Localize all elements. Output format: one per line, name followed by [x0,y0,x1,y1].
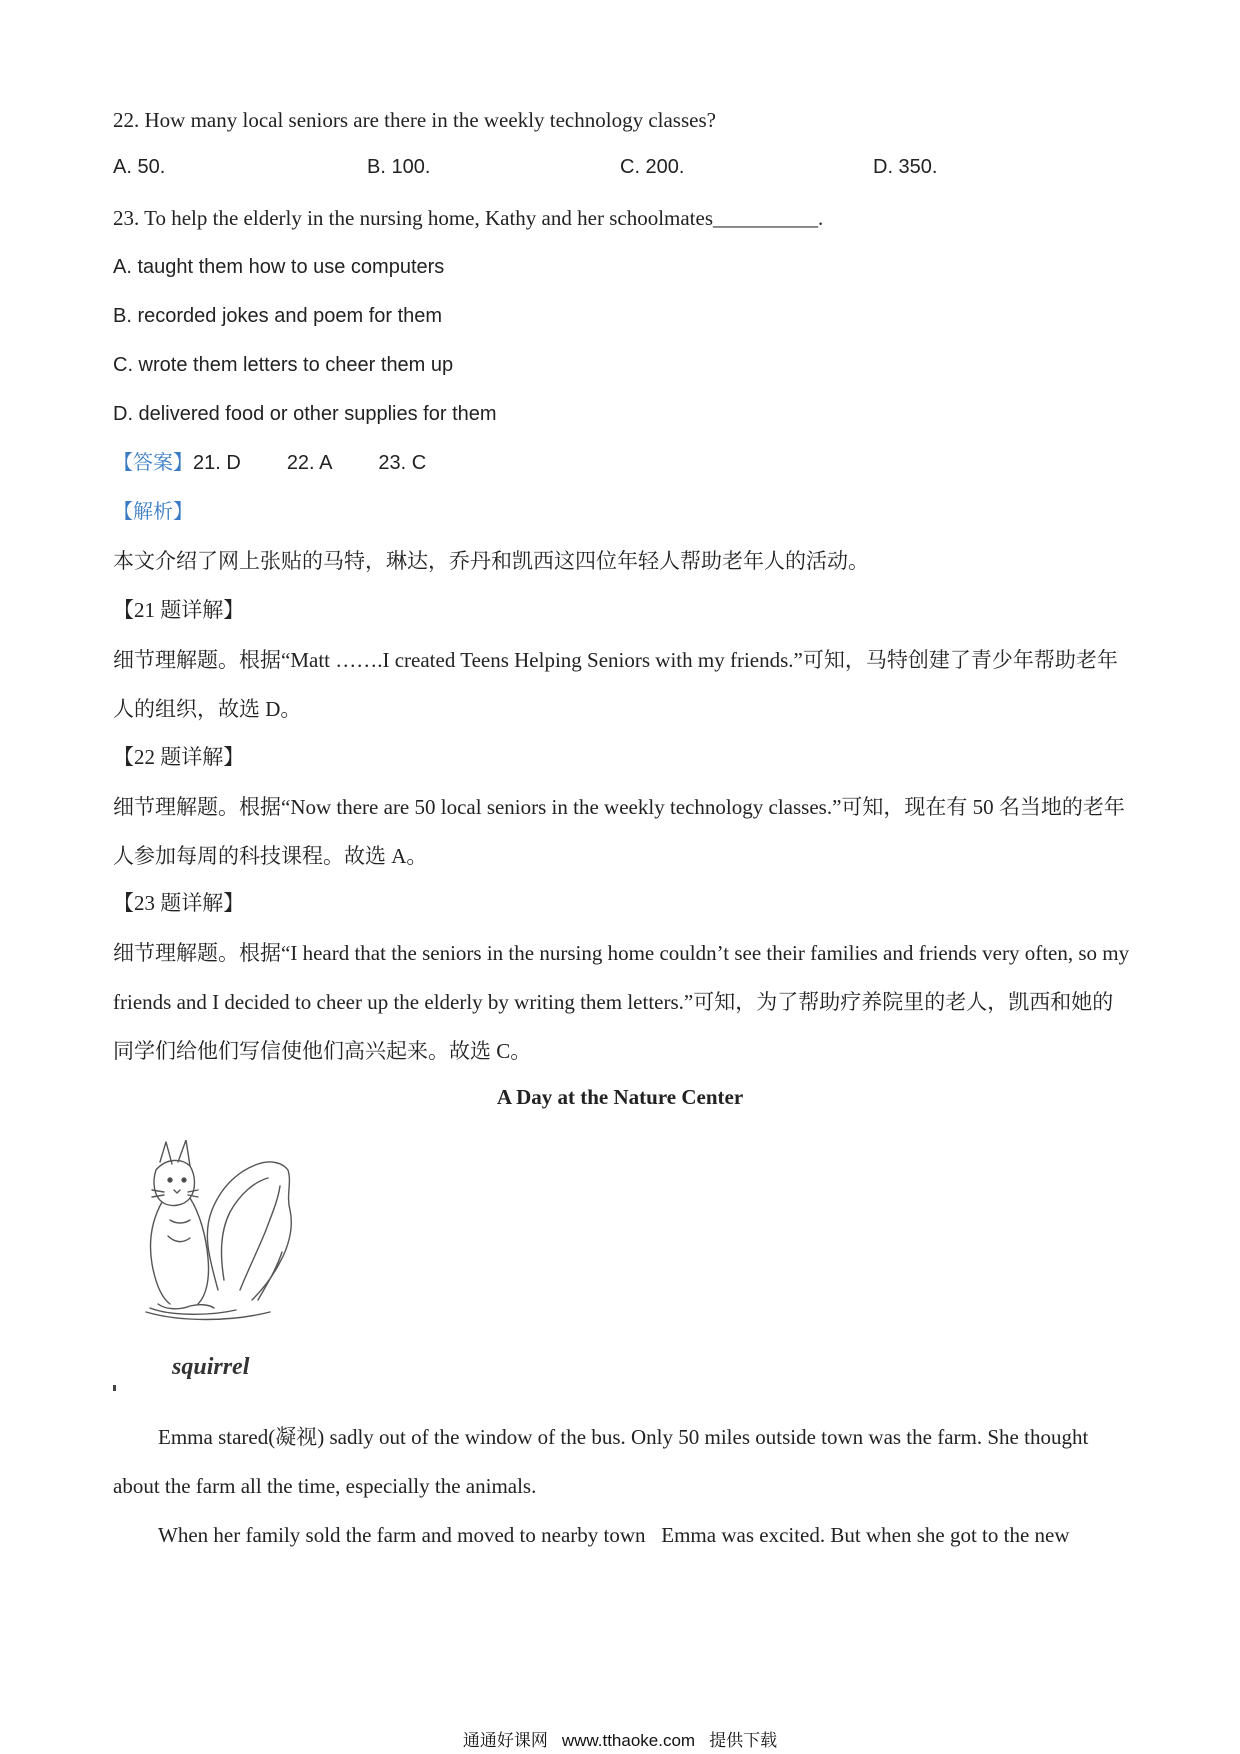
squirrel-caption: squirrel [172,1354,250,1380]
detail-22-heading: 【22 题详解】 [113,745,245,769]
q23-option-c: C. wrote them letters to cheer them up [113,354,454,376]
passage-paragraph-2: When her family sold the farm and moved to nearby town Emma was excited. But when she got to the new [158,1523,1070,1547]
footer-url[interactable]: www.tthaoke.com [561,1731,696,1750]
footer-note: 提供下载 [709,1731,778,1750]
answer-line [113,449,426,477]
squirrel-illustration [140,1140,300,1330]
answer-item-22: 22. A [286,452,333,474]
answer-item-23: 23. C [378,452,427,474]
detail-23-heading: 【23 题详解】 [113,891,245,915]
question-22-text: 22. How many local seniors are there in the weekly technology classes? [113,108,716,132]
question-23-text: 23. To help the elderly in the nursing home, Kathy and her schoolmates__________. [113,206,824,230]
stray-mark [113,1385,116,1391]
detail-21-text: 细节理解题。根据“Matt …….I created Teens Helping Seniors with my friends.”可知，马特创建了青少年帮助老年人的组织，故选 D。 [113,648,1118,721]
page-footer [0,1726,1240,1751]
answer-item-21: 21. D [193,452,241,474]
passage-paragraph-1: Emma stared(凝视) sadly out of the window of the bus. Only 50 miles outside town was the farm. She thought about the farm all the time, especially the animals. [113,1425,1089,1498]
passage-title: A Day at the Nature Center [496,1085,744,1109]
detail-23-text: 细节理解题。根据“I heard that the seniors in the nursing home couldn’t see their families and friends very often, so my friends and I decided to cheer up the elderly by writing them letters.”可知，为了帮助疗养院里的老人，凯西和她的同学们给他们写信使他们高兴起来。故选 C。 [113,941,1130,1063]
answer-label: 【答案】 [113,452,193,474]
q23-option-b: B. recorded jokes and poem for them [113,305,443,327]
detail-21-heading: 【21 题详解】 [113,598,245,622]
q22-option-a: A. 50. [113,156,166,178]
analysis-label: 【解析】 [113,501,193,523]
q22-option-c: C. 200. [620,156,685,178]
q23-option-d: D. delivered food or other supplies for them [113,403,497,425]
analysis-summary: 本文介绍了网上张贴的马特，琳达，乔丹和凯西这四位年轻人帮助老年人的活动。 [113,549,869,573]
detail-22-text: 细节理解题。根据“Now there are 50 local seniors in the weekly technology classes.”可知，现在有 50 名当地的老年人参加每周的科技课程。故选 A。 [113,795,1125,868]
footer-site-name: 通通好课网 [462,1731,548,1750]
q23-option-a: A. taught them how to use computers [113,256,445,278]
q22-option-d: D. 350. [873,156,938,178]
question-22-options [113,156,1133,184]
q22-option-b: B. 100. [367,156,431,178]
